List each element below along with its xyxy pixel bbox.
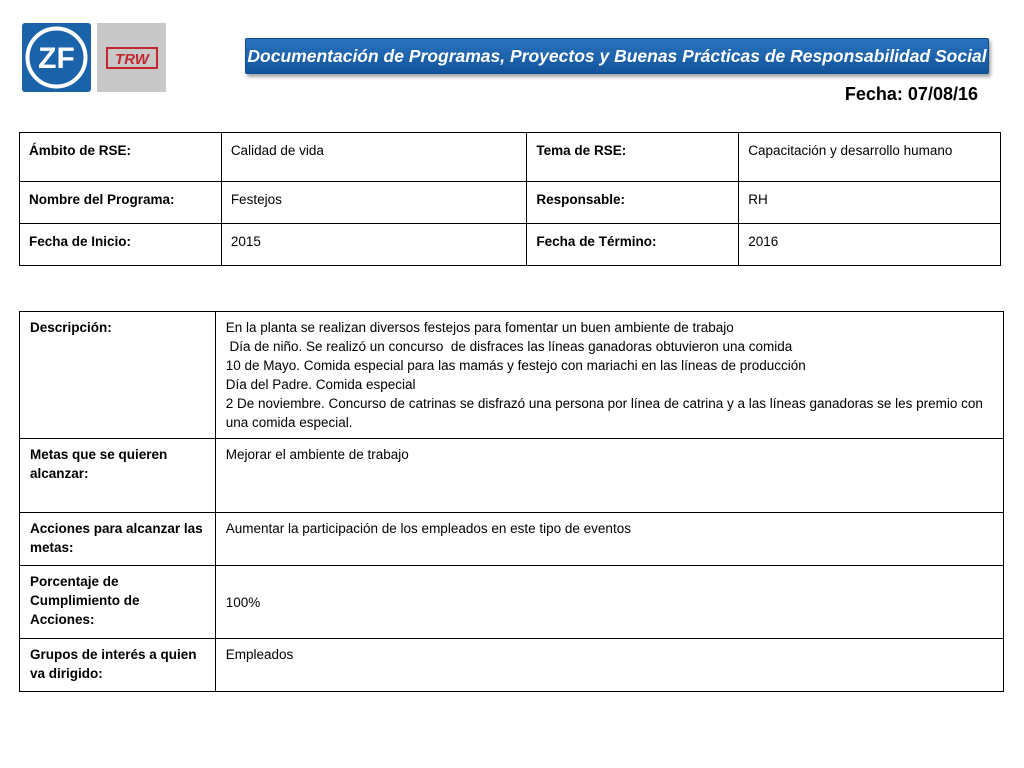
descripcion-line: 2 De noviembre. Concurso de catrinas se disfrazó una persona por línea de catrina y a las líneas ganadoras se les premio con una comida especial. [225,396,983,430]
grupos-label: Grupos de interés a quien va dirigido: [20,639,216,692]
metas-value: Mejorar el ambiente de trabajo [215,439,1003,513]
detail-row-descripcion [20,312,1004,439]
trw-logo [97,23,166,92]
acciones-label: Acciones para alcanzar las metas: [20,513,216,566]
zf-logo-icon [22,23,91,92]
fecha-termino-value: 2016 [739,224,1001,266]
descripcion-value [215,312,1003,439]
metas-label: Metas que se quieren alcanzar: [20,439,216,513]
descripcion-line: Día de niño. Se realizó un concurso de disfraces las líneas ganadoras obtuvieron una comida [225,339,793,354]
programa-label: Nombre del Programa: [20,182,222,224]
detail-table [19,311,1004,692]
programa-value: Festejos [221,182,527,224]
trw-logo-icon [104,45,160,71]
porcentaje-label: Porcentaje de Cumplimiento de Acciones: [20,566,216,639]
descripcion-label: Descripción: [20,312,216,439]
title-banner [245,38,989,74]
zf-logo-text: ZF [38,42,75,75]
info-row-programa [20,182,1001,224]
detail-row-porcentaje [20,566,1004,639]
grupos-value: Empleados [215,639,1003,692]
fecha-termino-label: Fecha de Término: [527,224,739,266]
tema-value: Capacitación y desarrollo humano [739,133,1001,182]
info-row-fechas [20,224,1001,266]
ambito-label: Ámbito de RSE: [20,133,222,182]
detail-row-metas [20,439,1004,513]
info-row-ambito [20,133,1001,182]
acciones-value: Aumentar la participación de los empleados en este tipo de eventos [215,513,1003,566]
detail-row-acciones [20,513,1004,566]
porcentaje-value: 100% [215,566,1003,639]
detail-row-grupos [20,639,1004,692]
descripcion-line: Día del Padre. Comida especial [225,377,416,392]
zf-logo [22,23,91,92]
descripcion-line: En la planta se realizan diversos festejos para fomentar un buen ambiente de trabajo [225,320,734,335]
info-table [19,132,1001,266]
tema-label: Tema de RSE: [527,133,739,182]
date-label: Fecha: 07/08/16 [844,84,978,104]
trw-logo-text: TRW [114,50,149,68]
fecha-inicio-label: Fecha de Inicio: [20,224,222,266]
fecha-inicio-value: 2015 [221,224,527,266]
page-title: Documentación de Programas, Proyectos y Buenas Prácticas de Responsabilidad Social [247,45,987,66]
responsable-value: RH [739,182,1001,224]
responsable-label: Responsable: [527,182,739,224]
descripcion-line: 10 de Mayo. Comida especial para las mamás y festejo con mariachi en las líneas de producción [225,358,806,373]
ambito-value: Calidad de vida [221,133,527,182]
